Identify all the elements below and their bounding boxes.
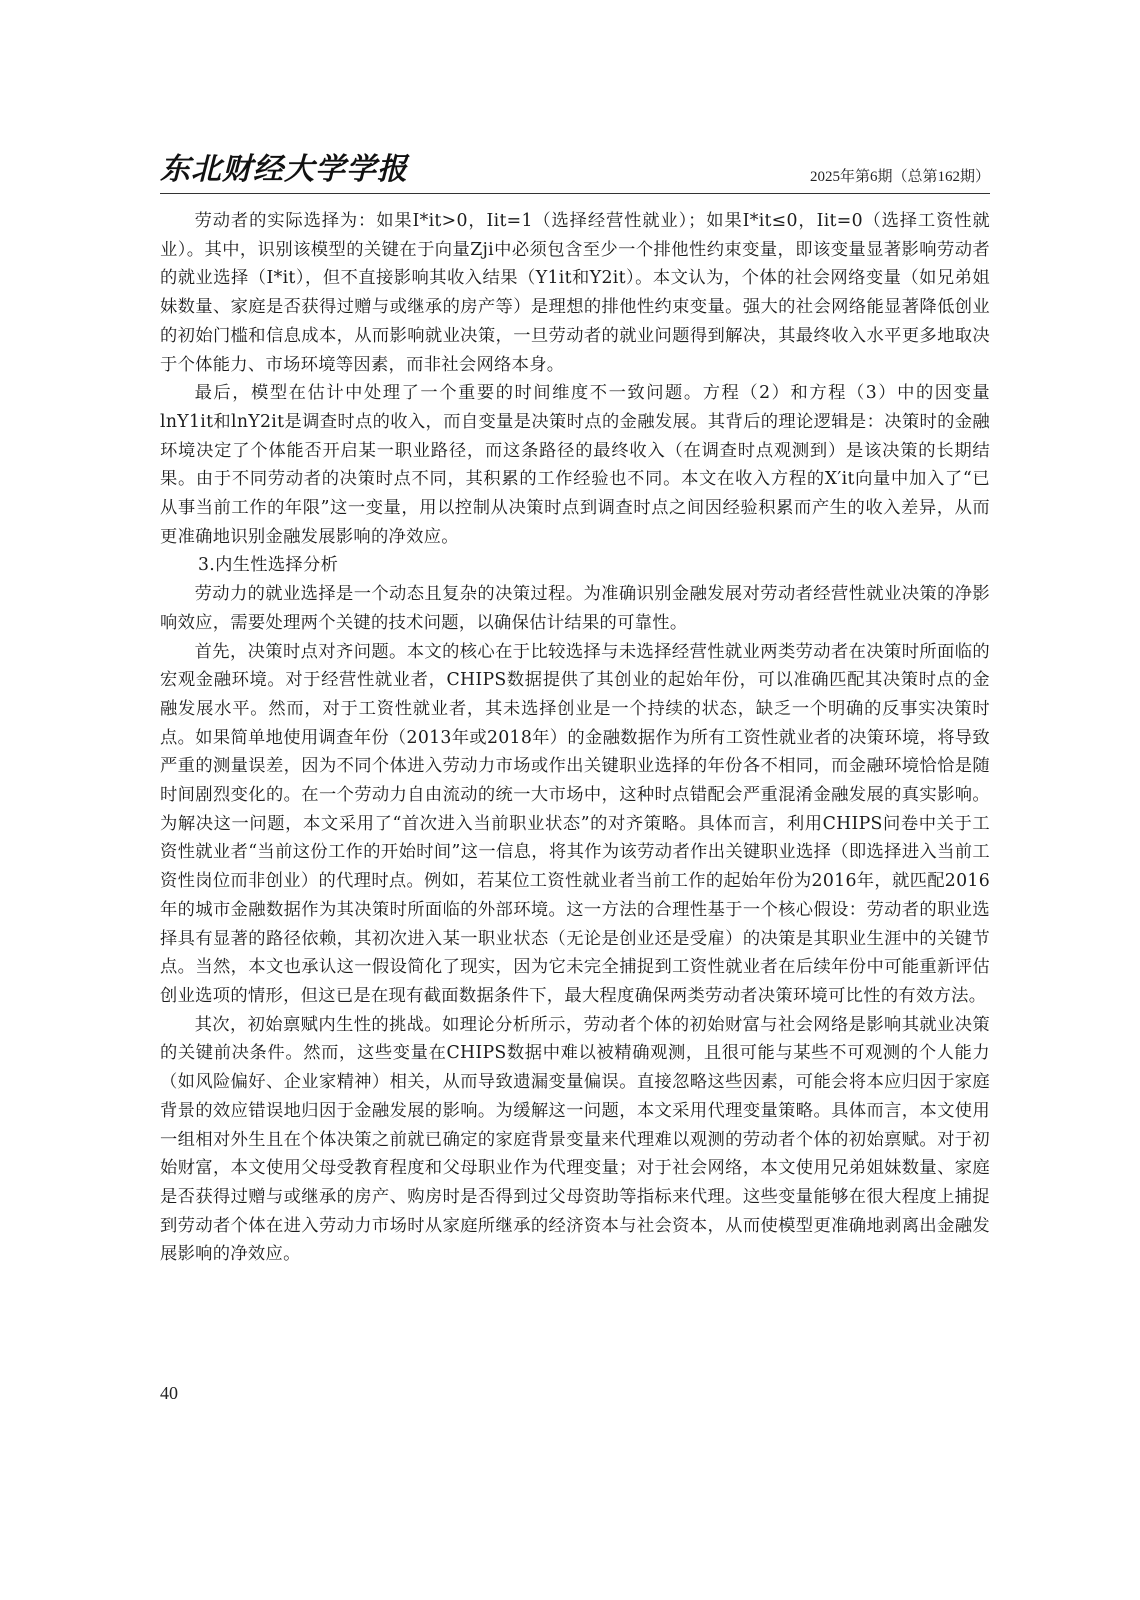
paragraph: 首先，决策时点对齐问题。本文的核心在于比较选择与未选择经营性就业两类劳动者在决策时所面临的宏观金融环境。对于经营性就业者，CHIPS数据提供了其创业的起始年份，可以准确匹配其决策时点的金融发展水平。然而，对于工资性就业者，其未选择创业是一个持续的状态，缺乏一个明确的反事实决策时点。如果简单地使用调查年份（2013年或2018年）的金融数据作为所有工资性就业者的决策环境，将导致严重的测量误差，因为不同个体进入劳动力市场或作出关键职业选择的年份各不相同，而金融环境恰恰是随时间剧烈变化的。在一个劳动力自由流动的统一大市场中，这种时点错配会严重混淆金融发展的真实影响。为解决这一问题，本文采用了“首次进入当前职业状态”的对齐策略。具体而言，利用CHIPS问卷中关于工资性就业者“当前这份工作的开始时间”这一信息，将其作为该劳动者作出关键职业选择（即选择进入当前工资性岗位而非创业）的代理时点。例如，若某位工资性就业者当前工作的起始年份为2016年，就匹配2016年的城市金融数据作为其决策时所面临的外部环境。这一方法的合理性基于一个核心假设：劳动者的职业选择具有显著的路径依赖，其初次进入某一职业状态（无论是创业还是受雇）的决策是其职业生涯中的关键节点。当然，本文也承认这一假设简化了现实，因为它未完全捕捉到工资性就业者在后续年份中可能重新评估创业选项的情形，但这已是在现有截面数据条件下，最大程度确保两类劳动者决策环境可比性的有效方法。 <box>160 641 990 1006</box>
page-number: 40 <box>160 1383 178 1403</box>
journal-name: 东北财经大学学报 <box>160 152 408 187</box>
paragraph: 劳动者的实际选择为：如果I*it>0，Iit=1（选择经营性就业）；如果I*it≤0，Iit=0（选择工资性就业）。其中，识别该模型的关键在于向量Zji中必须包含至少一个排他性约束变量，即该变量显著影响劳动者的就业选择（I*it），但不直接影响其收入结果（Y1it和Y2it）。本文认为，个体的社会网络变量（如兄弟姐妹数量、家庭是否获得过赠与或继承的房产等）是理想的排他性约束变量。强大的社会网络能显著降低创业的初始门槛和信息成本，从而影响就业决策，一旦劳动者的就业问题得到解决，其最终收入水平更多地取决于个体能力、市场环境等因素，而非社会网络本身。 <box>160 211 990 375</box>
section-heading: 3.内生性选择分析 <box>198 555 339 576</box>
article-body <box>160 207 990 1269</box>
paragraph: 劳动力的就业选择是一个动态且复杂的决策过程。为准确识别金融发展对劳动者经营性就业决策的净影响效应，需要处理两个关键的技术问题，以确保估计结果的可靠性。 <box>160 584 990 633</box>
paragraph: 其次，初始禀赋内生性的挑战。如理论分析所示，劳动者个体的初始财富与社会网络是影响其就业决策的关键前决条件。然而，这些变量在CHIPS数据中难以被精确观测，且很可能与某些不可观测的个人能力（如风险偏好、企业家精神）相关，从而导致遗漏变量偏误。直接忽略这些因素，可能会将本应归因于家庭背景的效应错误地归因于金融发展的影响。为缓解这一问题，本文采用代理变量策略。具体而言，本文使用一组相对外生且在个体决策之前就已确定的家庭背景变量来代理难以观测的劳动者个体的初始禀赋。对于初始财富，本文使用父母受教育程度和父母职业作为代理变量；对于社会网络，本文使用兄弟姐妹数量、家庭是否获得过赠与或继承的房产、购房时是否得到过父母资助等指标来代理。这些变量能够在很大程度上捕捉到劳动者个体在进入劳动力市场时从家庭所继承的经济资本与社会资本，从而使模型更准确地剥离出金融发展影响的净效应。 <box>160 1014 990 1265</box>
header-divider <box>160 193 990 194</box>
page-header <box>160 150 990 194</box>
paragraph: 最后，模型在估计中处理了一个重要的时间维度不一致问题。方程（2）和方程（3）中的因变量lnY1it和lnY2it是调查时点的收入，而自变量是决策时点的金融发展。其背后的理论逻辑是：决策时的金融环境决定了个体能否开启某一职业路径，而这条路径的最终收入（在调查时点观测到）是该决策的长期结果。由于不同劳动者的决策时点不同，其积累的工作经验也不同。本文在收入方程的X′it向量中加入了“已从事当前工作的年限”这一变量，用以控制从决策时点到调查时点之间因经验积累而产生的收入差异，从而更准确地识别金融发展影响的净效应。 <box>160 383 990 547</box>
issue-info: 2025年第6期（总第162期） <box>809 169 990 185</box>
